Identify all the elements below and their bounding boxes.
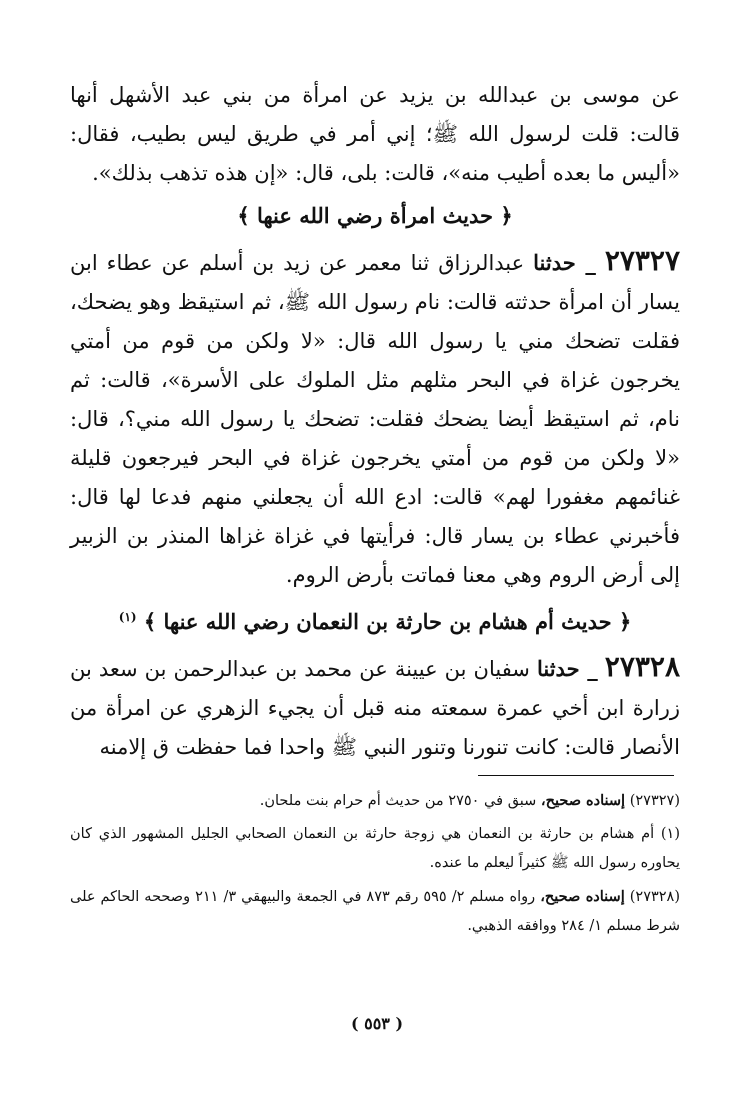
- footnote: [70, 882, 680, 941]
- footnote: [70, 786, 680, 816]
- hadith-number: ٢٧٣٢٧: [604, 244, 681, 277]
- footnote-ref: (٢٧٣٢٧): [629, 793, 680, 809]
- footnote-text: رواه مسلم ٢/ ٥٩٥ رقم ٨٧٣ في الجمعة والبيهقي ٣/ ٢١١ وصححه الحاكم على شرط مسلم ١/ ٢٨٤ ووافقه الذهبي.: [70, 889, 680, 934]
- hadith-lead: _ حدثنا: [533, 250, 596, 275]
- footnote-text: أم هشام بن حارثة بن النعمان هي زوجة حارثة بن النعمان الصحابي الجليل المشهور الذي كان يحاوره رسول الله ﷺ كثيراً ليعلم ما عنده.: [70, 826, 680, 871]
- footnotes: [70, 786, 680, 945]
- footnote-ref: (١): [660, 826, 681, 842]
- footnote-ref: (٢٧٣٢٨): [629, 889, 681, 905]
- section-heading-text: ﴿ حديث أم هشام بن حارثة بن النعمان رضي الله عنها ﴾: [143, 609, 632, 634]
- hadith-27328: [70, 647, 680, 767]
- hadith-number: ٢٧٣٢٨: [604, 650, 680, 683]
- hadith-lead: _ حدثنا: [536, 656, 598, 681]
- hadith-27327: [70, 241, 680, 595]
- section-heading-2: [70, 598, 680, 641]
- footnote-grade: إسناده صحيح،: [540, 792, 626, 809]
- hadith-text: عبدالرزاق ثنا معمر عن زيد بن أسلم عن عطاء ابن يسار أن امرأة حدثته قالت: نام رسول الله ﷺ، ثم استيقظ وهو يضحك، فقلت تضحك مني يا رسول الله قال: «لا ولكن من قوم من أمتي يخرجون غزاة في البحر مثلهم مثل الملوك على الأسرة»، قالت: ثم نام، ثم استيقظ أيضا يضحك فقلت: تضحك يا رسول الله مني؟، قال: «لا ولكن من قوم من أمتي يخرجون غزاة في البحر فيرجعون قليلة غنائمهم مغفورا لهم» قالت: ادع الله أن يجعلني منهم فدعا لها قال: فأخبرني عطاء بن يسار قال: فرأيتها في غزاة غزاها المنذر بن الزبير إلى أرض الروم وهي معنا فماتت بأرض الروم.: [70, 251, 680, 587]
- paragraph-intro: عن موسى بن عبدالله بن يزيد عن امرأة من بني عبد الأشهل أنها قالت: قلت لرسول الله ﷺ؛ إني أمر في طريق ليس بطيب، فقال: «أليس ما بعده أطيب منه»، قالت: بلى، قال: «إن هذه تذهب بذلك».: [70, 83, 680, 185]
- footnote-grade: إسناده صحيح،: [540, 888, 625, 905]
- footnote-text: سبق في ٢٧٥٠ من حديث أم حرام بنت ملحان.: [259, 793, 537, 809]
- hadith-text: سفيان بن عيينة عن محمد بن عبدالرحمن بن سعد بن زرارة ابن أخي عمرة سمعته منه قبل أن يجيء الزهري عن امرأة من الأنصار قالت: كانت تنورنا وتنور النبي ﷺ واحدا فما حفظت ق إلامنه: [70, 657, 680, 759]
- main-text: [70, 76, 680, 767]
- footnote-divider: [478, 775, 674, 776]
- footnote-marker: (١): [118, 610, 137, 624]
- page-number: ( ٥٥٣ ): [350, 1014, 404, 1033]
- section-heading: ﴿ حديث امرأة رضي الله عنها ﴾: [237, 203, 513, 228]
- footnote: [70, 820, 680, 878]
